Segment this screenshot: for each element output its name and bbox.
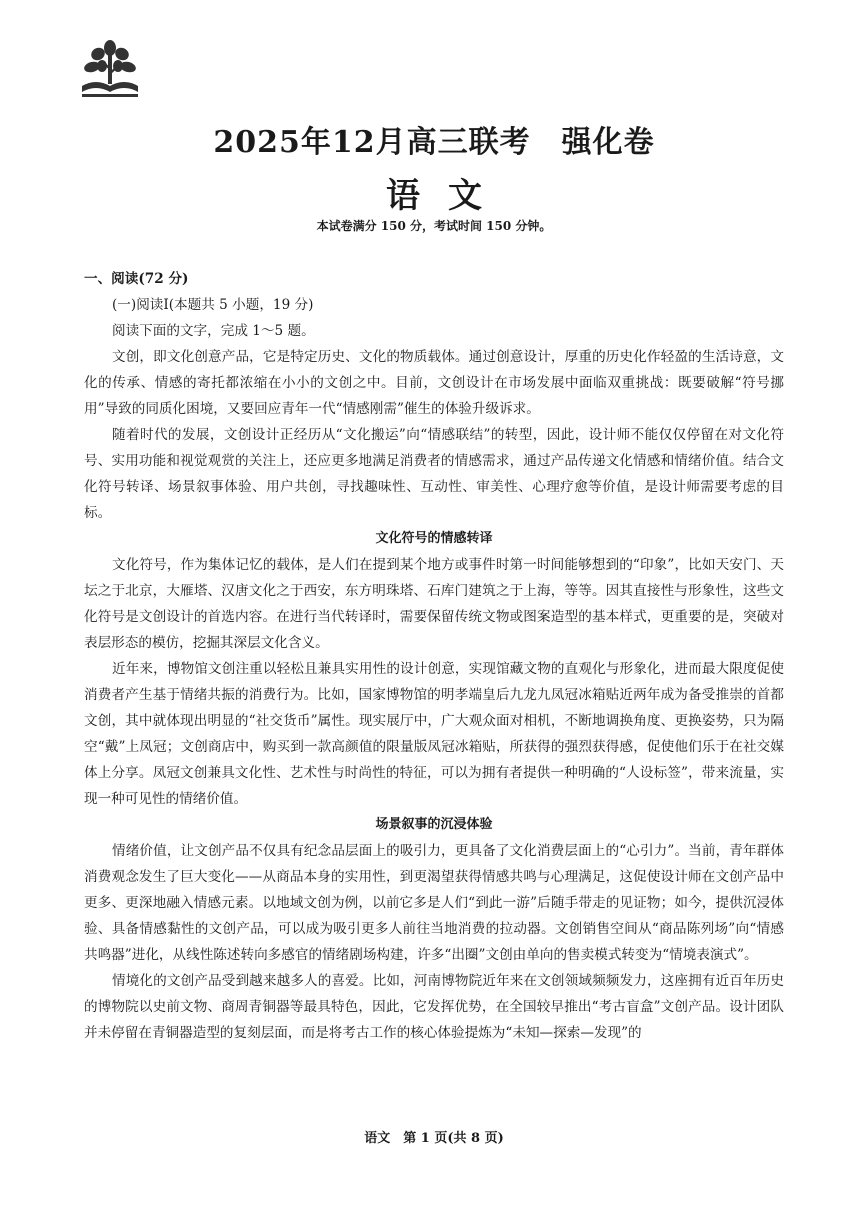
paragraph: 文创，即文化创意产品，它是特定历史、文化的物质载体。通过创意设计，厚重的历史化作轻盈的生活诗意，文化的传承、情感的寄托都浓缩在小小的文创之中。目前，文创设计在市场发展中面临双重挑战：既要破解“符号挪用”导致的同质化困境，又要回应青年一代“情感刚需”催生的体验升级诉求。 [84, 349, 784, 417]
tree-book-logo-icon [80, 40, 140, 98]
section-heading: 一、阅读(72 分) [84, 271, 189, 287]
paragraph: 文化符号，作为集体记忆的载体，是人们在提到某个地方或事件时第一时间能够想到的“印象”，比如天安门、天坛之于北京，大雁塔、汉唐文化之于西安，东方明珠塔、石库门建筑之于上海，等等。因其直接性与形象性，这些文化符号是文创设计的首选内容。在进行当代转译时，需要保留传统文物或图案造型的基本样式，更重要的是，突破对表层形态的模仿，挖掘其深层文化含义。 [84, 557, 784, 651]
paragraph: 情绪价值，让文创产品不仅具有纪念品层面上的吸引力，更具备了文化消费层面上的“心引力”。当前，青年群体消费观念发生了巨大变化——从商品本身的实用性，到更渴望获得情感共鸣与心理满足，这促使设计师在文创产品中更多、更深地融入情感元素。以地域文创为例，以前它多是人们“到此一游”后随手带走的见证物；如今，提供沉浸体验、具备情感黏性的文创产品，可以成为吸引更多人前往当地消费的拉动器。文创销售空间从“商品陈列场”向“情感共鸣器”进化，从线性陈述转向多感官的情绪剧场构建，许多“出圈”文创由单向的售卖模式转变为“情境表演式”。 [84, 843, 784, 963]
exam-note: 本试卷满分 150 分，考试时间 150 分钟。 [316, 219, 552, 233]
reading-instruction: 阅读下面的文字，完成 1～5 题。 [112, 323, 315, 339]
subheading: 文化符号的情感转译 [375, 531, 493, 546]
paragraph: 随着时代的发展，文创设计正经历从“文化搬运”向“情感联结”的转型，因此，设计师不能仅仅停留在对文化符号、实用功能和视觉观赏的关注上，还应更多地满足消费者的情感需求，通过产品传递文化情感和情绪价值。结合文化符号转译、场景叙事体验、用户共创，寻找趣味性、互动性、审美性、心理疗愈等价值，是设计师需要考虑的目标。 [84, 427, 784, 521]
subheading: 场景叙事的沉浸体验 [375, 817, 493, 832]
paragraph: 近年来，博物馆文创注重以轻松且兼具实用性的设计创意，实现馆藏文物的直观化与形象化，进而最大限度促使消费者产生基于情绪共振的消费行为。比如，国家博物馆的明孝端皇后九龙九凤冠冰箱贴近两年成为备受推崇的首都文创，其中就体现出明显的“社交货币”属性。现实展厅中，广大观众面对相机，不断地调换角度、更换姿势，只为隔空“戴”上凤冠；文创商店中，购买到一款高颜值的限量版凤冠冰箱贴，所获得的强烈获得感，促使他们乐于在社交媒体上分享。凤冠文创兼具文化性、艺术性与时尚性的特征，可以为拥有者提供一种明确的“人设标签”，带来流量，实现一种可见性的情绪价值。 [84, 661, 784, 807]
exam-content [84, 266, 784, 1046]
exam-title: 2025年12月高三联考 强化卷 [213, 125, 655, 160]
paragraph: 情境化的文创产品受到越来越多人的喜爱。比如，河南博物院近年来在文创领域频频发力，这座拥有近百年历史的博物院以史前文物、商周青铜器等最具特色，因此，它发挥优势，在全国较早推出“考古盲盒”文创产品。设计团队并未停留在青铜器造型的复刻层面，而是将考古工作的核心体验提炼为“未知—探索—发现”的 [84, 973, 784, 1041]
subject-title: 语文 [386, 176, 510, 216]
page-footer: 语文 第 1 页(共 8 页) [364, 1131, 504, 1146]
reading-label: (一)阅读Ⅰ(本题共 5 小题，19 分) [112, 297, 314, 313]
